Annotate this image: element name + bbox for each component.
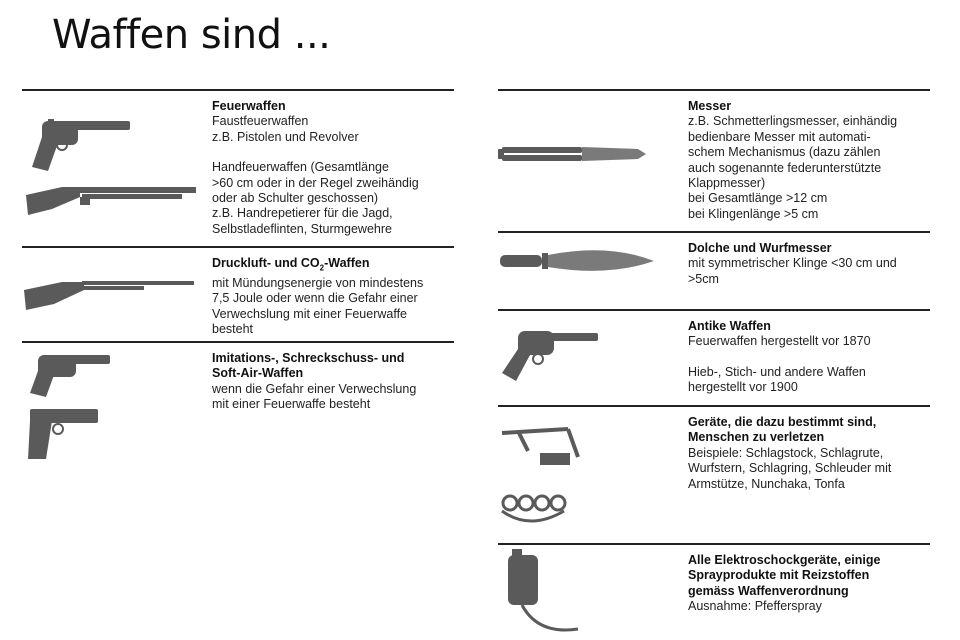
entry-text: Selbstladeflinten, Sturmgewehre xyxy=(212,221,392,236)
entry-text: auch sogenannte federunterstützte xyxy=(688,160,882,175)
entry-heading: Messer xyxy=(688,99,732,113)
entry-text: Feuerwaffen hergestellt vor 1870 xyxy=(688,334,871,349)
entry-heading: Imitations-, Schreckschuss- und xyxy=(212,351,405,365)
entry-text: >5cm xyxy=(688,271,719,286)
brass-knuckles-icon xyxy=(502,496,565,521)
entry-text: Klappmesser) xyxy=(688,176,766,191)
entry-heading: Feuerwaffen xyxy=(212,99,286,113)
shotgun-icon xyxy=(26,187,196,215)
entry-geraete xyxy=(498,405,930,543)
slingshot-icon xyxy=(502,429,578,465)
entry-text: oder ab Schulter geschossen) xyxy=(212,191,379,206)
entry-heading: Menschen zu verletzen xyxy=(688,430,825,445)
entry-heading: gemäss Waffenverordnung xyxy=(688,583,849,598)
entry-heading: Alle Elektroschockgeräte, einige xyxy=(688,553,881,567)
entry-text: mit Mündungsenergie von mindestens xyxy=(212,275,424,290)
revolver-icon xyxy=(32,119,130,171)
entry-text: 7,5 Joule oder wenn die Gefahr einer xyxy=(212,291,418,306)
page-title: Waffen sind ... xyxy=(52,12,331,58)
entry-heading: Antike Waffen xyxy=(688,319,771,333)
entry-elektroschock xyxy=(498,543,930,639)
entry-text: z.B. Schmetterlingsmesser, einhändig xyxy=(688,114,898,129)
dagger-icon xyxy=(500,250,654,271)
entry-text: schem Mechanismus (dazu zählen xyxy=(688,145,881,160)
entry-text: mit symmetrischer Klinge <30 cm und xyxy=(688,256,897,271)
entry-text: z.B. Pistolen und Revolver xyxy=(212,129,359,144)
entry-imitationen xyxy=(22,341,454,471)
entry-text: Wurfstern, Schlagring, Schleuder mit xyxy=(688,461,892,476)
air-rifle-icon xyxy=(24,281,194,310)
entry-heading: Dolche und Wurfmesser xyxy=(688,241,832,255)
entry-text: Beispiele: Schlagstock, Schlagrute, xyxy=(688,445,884,460)
entry-text: Handfeuerwaffen (Gesamtlänge xyxy=(212,160,389,175)
entry-text: z.B. Handrepetierer für die Jagd, xyxy=(212,206,393,221)
entry-heading: Geräte, die dazu bestimmt sind, xyxy=(688,415,877,429)
entry-text: bedienbare Messer mit automati- xyxy=(688,129,871,144)
right-column xyxy=(498,89,930,639)
entry-text: bei Klingenlänge >5 cm xyxy=(688,206,819,221)
antique-revolver-icon xyxy=(502,331,598,381)
entry-text: Hieb-, Stich- und andere Waffen xyxy=(688,364,866,379)
entry-text: >60 cm oder in der Regel zweihändig xyxy=(212,175,419,190)
stun-gun-icon xyxy=(508,549,578,630)
entry-text: Armstütze, Nunchaka, Tonfa xyxy=(688,476,845,491)
pistol-icon xyxy=(28,409,98,459)
entry-text: wenn die Gefahr einer Verwechslung xyxy=(212,381,417,396)
entry-text: Faustfeuerwaffen xyxy=(212,114,309,129)
entry-text: mit einer Feuerwaffe besteht xyxy=(212,397,371,412)
entry-text: bei Gesamtlänge >12 cm xyxy=(688,191,828,206)
entry-antike xyxy=(498,309,930,405)
entry-text: besteht xyxy=(212,322,254,337)
left-column xyxy=(22,89,454,471)
entry-heading: Soft-Air-Waffen xyxy=(212,366,304,381)
entry-text: hergestellt vor 1900 xyxy=(688,380,798,395)
entry-feuerwaffen xyxy=(22,89,454,246)
entry-text: Verwechslung mit einer Feuerwaffe xyxy=(212,306,408,321)
entry-heading: Druckluft- und $CO_2$-Waffen xyxy=(212,256,370,273)
butterfly-knife-icon xyxy=(498,147,646,161)
blank-revolver-icon xyxy=(30,355,110,397)
entry-messer xyxy=(498,89,930,231)
entry-heading: Sprayprodukte mit Reizstoffen xyxy=(688,568,870,583)
entry-druckluft xyxy=(22,246,454,341)
entry-dolche xyxy=(498,231,930,309)
entry-text: Ausnahme: Pfefferspray xyxy=(688,599,822,614)
